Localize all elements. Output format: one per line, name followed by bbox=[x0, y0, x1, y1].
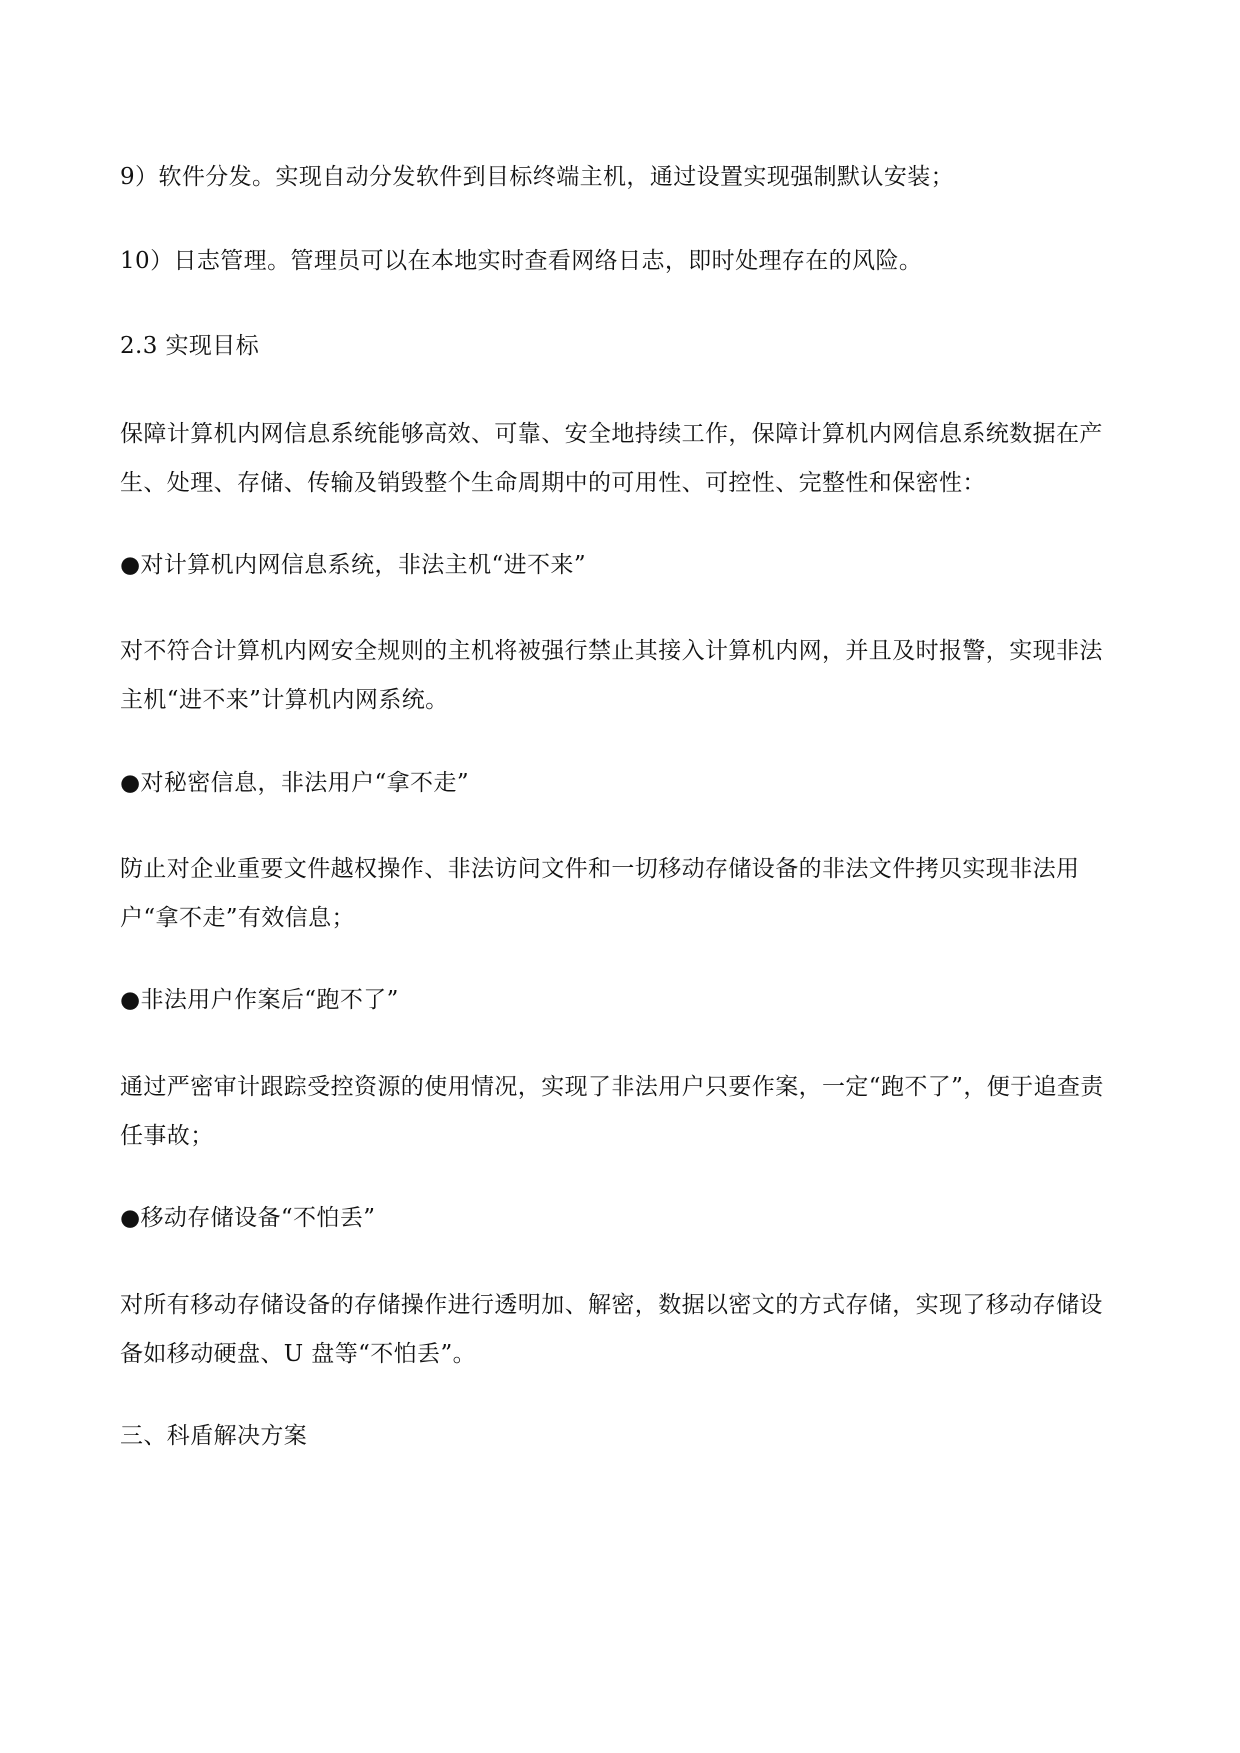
paragraph-goal-intro: 保障计算机内网信息系统能够高效、可靠、安全地持续工作，保障计算机内网信息系统数据在产生、处理、存储、传输及销毁整个生命周期中的可用性、可控性、完整性和保密性： bbox=[120, 421, 1103, 496]
item-log-management: 10）日志管理。管理员可以在本地实时查看网络日志，即时处理存在的风险。 bbox=[120, 248, 923, 274]
paragraph-not-afraid-of-loss: 对所有移动存储设备的存储操作进行透明加、解密，数据以密文的方式存储，实现了移动存储设备如移动硬盘、U 盘等“不怕丢”。 bbox=[120, 1292, 1103, 1367]
bullet-cannot-escape: ●非法用户作案后“跑不了” bbox=[120, 987, 399, 1013]
paragraph-user-cannot-take: 防止对企业重要文件越权操作、非法访问文件和一切移动存储设备的非法文件拷贝实现非法用户“拿不走”有效信息； bbox=[120, 856, 1080, 931]
item-software-distribution: 9）软件分发。实现自动分发软件到目标终端主机，通过设置实现强制默认安装； bbox=[120, 164, 955, 190]
bullet-user-cannot-take: ●对秘密信息，非法用户“拿不走” bbox=[120, 770, 469, 796]
paragraph-cannot-escape: 通过严密审计跟踪受控资源的使用情况，实现了非法用户只要作案，一定“跑不了”，便于追查责任事故； bbox=[120, 1074, 1104, 1149]
bullet-host-cannot-enter: ●对计算机内网信息系统，非法主机“进不来” bbox=[120, 552, 586, 578]
section-heading-2-3: 2.3 实现目标 bbox=[120, 333, 260, 359]
paragraph-host-cannot-enter: 对不符合计算机内网安全规则的主机将被强行禁止其接入计算机内网，并且及时报警，实现非法主机“进不来”计算机内网系统。 bbox=[120, 638, 1103, 713]
section-heading-3: 三、科盾解决方案 bbox=[120, 1423, 308, 1449]
bullet-not-afraid-of-loss: ●移动存储设备“不怕丢” bbox=[120, 1205, 376, 1231]
